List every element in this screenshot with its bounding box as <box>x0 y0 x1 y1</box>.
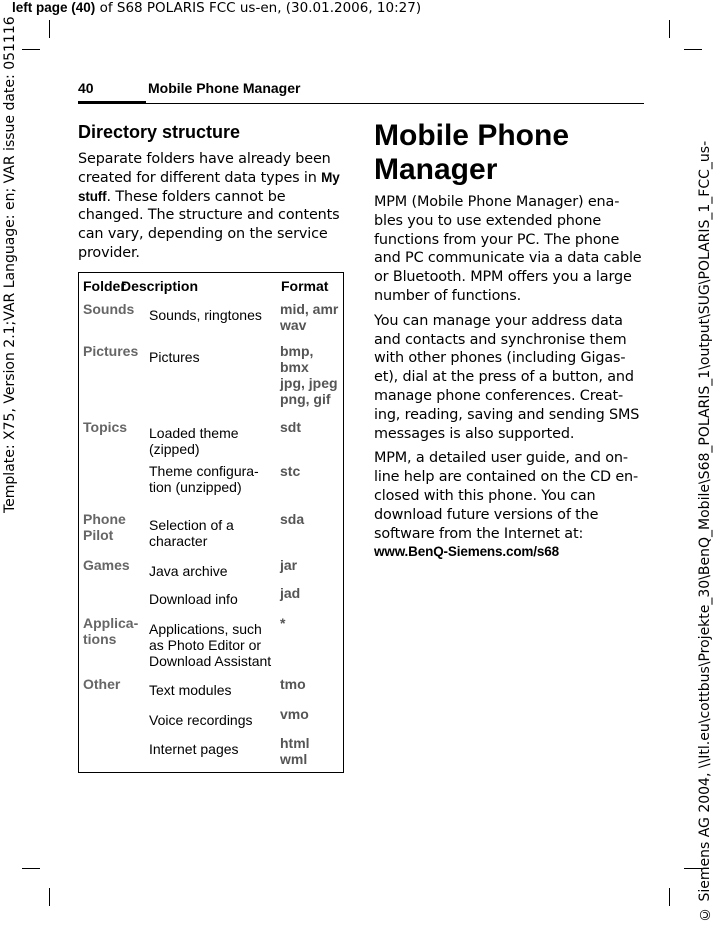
my-stuff-term: My stuff <box>78 169 340 204</box>
cell-description: Text modules <box>149 682 232 698</box>
crop-mark <box>49 888 50 906</box>
directory-intro <box>78 150 344 263</box>
cell-format: * <box>280 615 286 631</box>
print-header-info: of S68 POLARIS FCC us-en, (30.01.2006, 10:27) <box>95 0 422 16</box>
section-heading-directory: Directory structure <box>78 122 241 142</box>
paragraph: MPM, a detailed user guide, and on-line help are contained on the CD en-closed with this phone. You can download future versions of the software from the Internet at: <box>374 450 639 542</box>
cell-description: Sounds, ringtones <box>149 307 262 323</box>
cell-description: Selection of a character <box>149 517 234 549</box>
cell-format: jar <box>280 557 298 573</box>
cell-format: jad <box>280 585 301 601</box>
cell-folder: Other <box>83 676 121 692</box>
print-header <box>12 0 421 16</box>
folder-table <box>78 272 344 773</box>
paragraph: MPM (Mobile Phone Manager) ena-bles you to use extended phone functions from your PC. The phone and PC communicate via a data cable or Bluetooth. MPM offers you a large number of functions. <box>374 194 642 304</box>
cell-format: bmp, bmx jpg, jpeg png, gif <box>280 343 338 407</box>
header-rule <box>78 103 644 104</box>
cell-folder: Pictures <box>83 343 139 359</box>
cell-description: Java archive <box>149 563 228 579</box>
cell-description: Applications, such as Photo Editor or Download Assistant <box>149 621 272 669</box>
crop-mark <box>669 888 670 906</box>
cell-folder: Games <box>83 557 130 573</box>
cell-format: tmo <box>280 676 306 692</box>
cell-folder: Applica- tions <box>83 615 139 647</box>
header-folder: Folder <box>83 278 126 294</box>
cell-format: stc <box>280 463 301 479</box>
crop-mark <box>49 20 50 38</box>
crop-mark <box>22 49 40 50</box>
download-url[interactable]: www.BenQ-Siemens.com/s68 <box>374 544 559 560</box>
page-number: 40 <box>78 80 94 96</box>
cell-description: Loaded theme (zipped) <box>149 425 239 457</box>
crop-mark <box>669 20 670 38</box>
copyright-path-vertical: © Siemens AG 2004, \\Itl.eu\cottbus\Projekte_30\BenQ_Mobile\S68_POLARIS_1\output\SUG\POLARIS_1_FCC_us- <box>697 140 713 922</box>
paragraph: You can manage your address data and contacts and synchronise them with other phones (including Gigas-et), dial at the press of a button, and manage phone conferences. Creat-ing, reading, saving and sending SMS messages is also supported. <box>374 312 640 442</box>
print-header-page: left page (40) <box>12 0 96 15</box>
header-format: Format <box>281 278 329 294</box>
cell-description: Internet pages <box>149 741 239 757</box>
cell-description: Voice recordings <box>149 712 253 728</box>
crop-mark <box>22 868 40 869</box>
cell-description: Download info <box>149 591 238 607</box>
intro-text-before: Separate folders have already been created for different data types in <box>78 151 331 186</box>
page-title: Mobile Phone Manager <box>374 119 569 186</box>
header-description: Description <box>121 278 199 294</box>
cell-description: Theme configura- tion (unzipped) <box>149 463 259 495</box>
cell-folder: Phone Pilot <box>83 511 126 543</box>
cell-folder: Sounds <box>83 301 135 317</box>
cell-folder: Topics <box>83 419 128 435</box>
crop-mark <box>684 49 702 50</box>
template-info-vertical: Template: X75, Version 2.1;VAR Language: en; VAR issue date: 051116 <box>2 16 18 513</box>
cell-format: sda <box>280 511 305 527</box>
cell-format: html wml <box>280 735 310 767</box>
cell-description: Pictures <box>149 349 200 365</box>
mpm-description <box>374 193 642 562</box>
running-title: Mobile Phone Manager <box>148 80 301 96</box>
cell-format: vmo <box>280 706 309 722</box>
intro-text-after: . These folders cannot be changed. The structure and contents can vary, depending on the service provider. <box>78 188 340 261</box>
cell-format: sdt <box>280 419 301 435</box>
cell-format: mid, amr wav <box>280 301 339 333</box>
